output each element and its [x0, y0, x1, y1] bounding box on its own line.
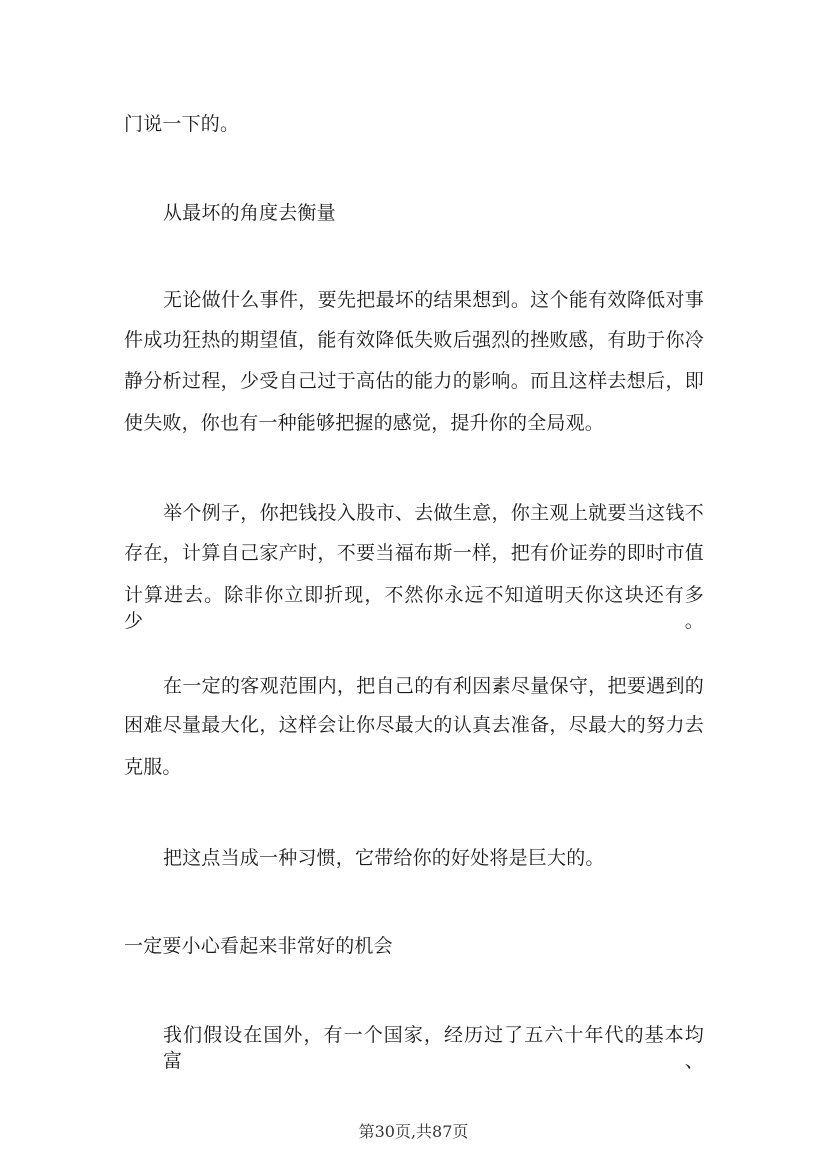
paragraph-line: 计算进去。除非你立即折现，不然你永远不知道明天你这块还有多少。	[124, 584, 704, 632]
section-heading: 从最坏的角度去衡量	[163, 202, 336, 224]
paragraph-line: 克服。	[124, 756, 182, 778]
paragraph-line: 无论做什么事件，要先把最坏的结果想到。这个能有效降低对事	[163, 289, 704, 311]
paragraph-line: 举个例子，你把钱投入股市、去做生意，你主观上就要当这钱不	[163, 502, 704, 524]
paragraph-line: 件成功狂热的期望值，能有效降低失败后强烈的挫败感，有助于你冷	[124, 329, 704, 351]
page-number-footer: 第30页,共87页	[358, 1122, 469, 1141]
paragraph-line: 静分析过程，少受自己过于高估的能力的影响。而且这样去想后，即	[124, 370, 704, 392]
paragraph-line: 我们假设在国外，有一个国家，经历过了五六十年代的基本均富、	[163, 1024, 704, 1072]
paragraph-line: 存在，计算自己家产时，不要当福布斯一样，把有价证券的即时市值	[124, 542, 704, 564]
paragraph-line: 把这点当成一种习惯，它带给你的好处将是巨大的。	[163, 847, 605, 869]
paragraph-line: 困难尽量最大化，这样会让你尽最大的认真去准备，尽最大的努力去	[124, 714, 704, 736]
paragraph-line: 在一定的客观范围内，把自己的有利因素尽量保守，把要遇到的	[163, 675, 704, 697]
paragraph-continuation-line: 门说一下的。	[124, 113, 240, 135]
section-heading: 一定要小心看起来非常好的机会	[124, 935, 393, 957]
paragraph-line: 使失败，你也有一种能够把握的感觉，提升你的全局观。	[124, 412, 605, 434]
